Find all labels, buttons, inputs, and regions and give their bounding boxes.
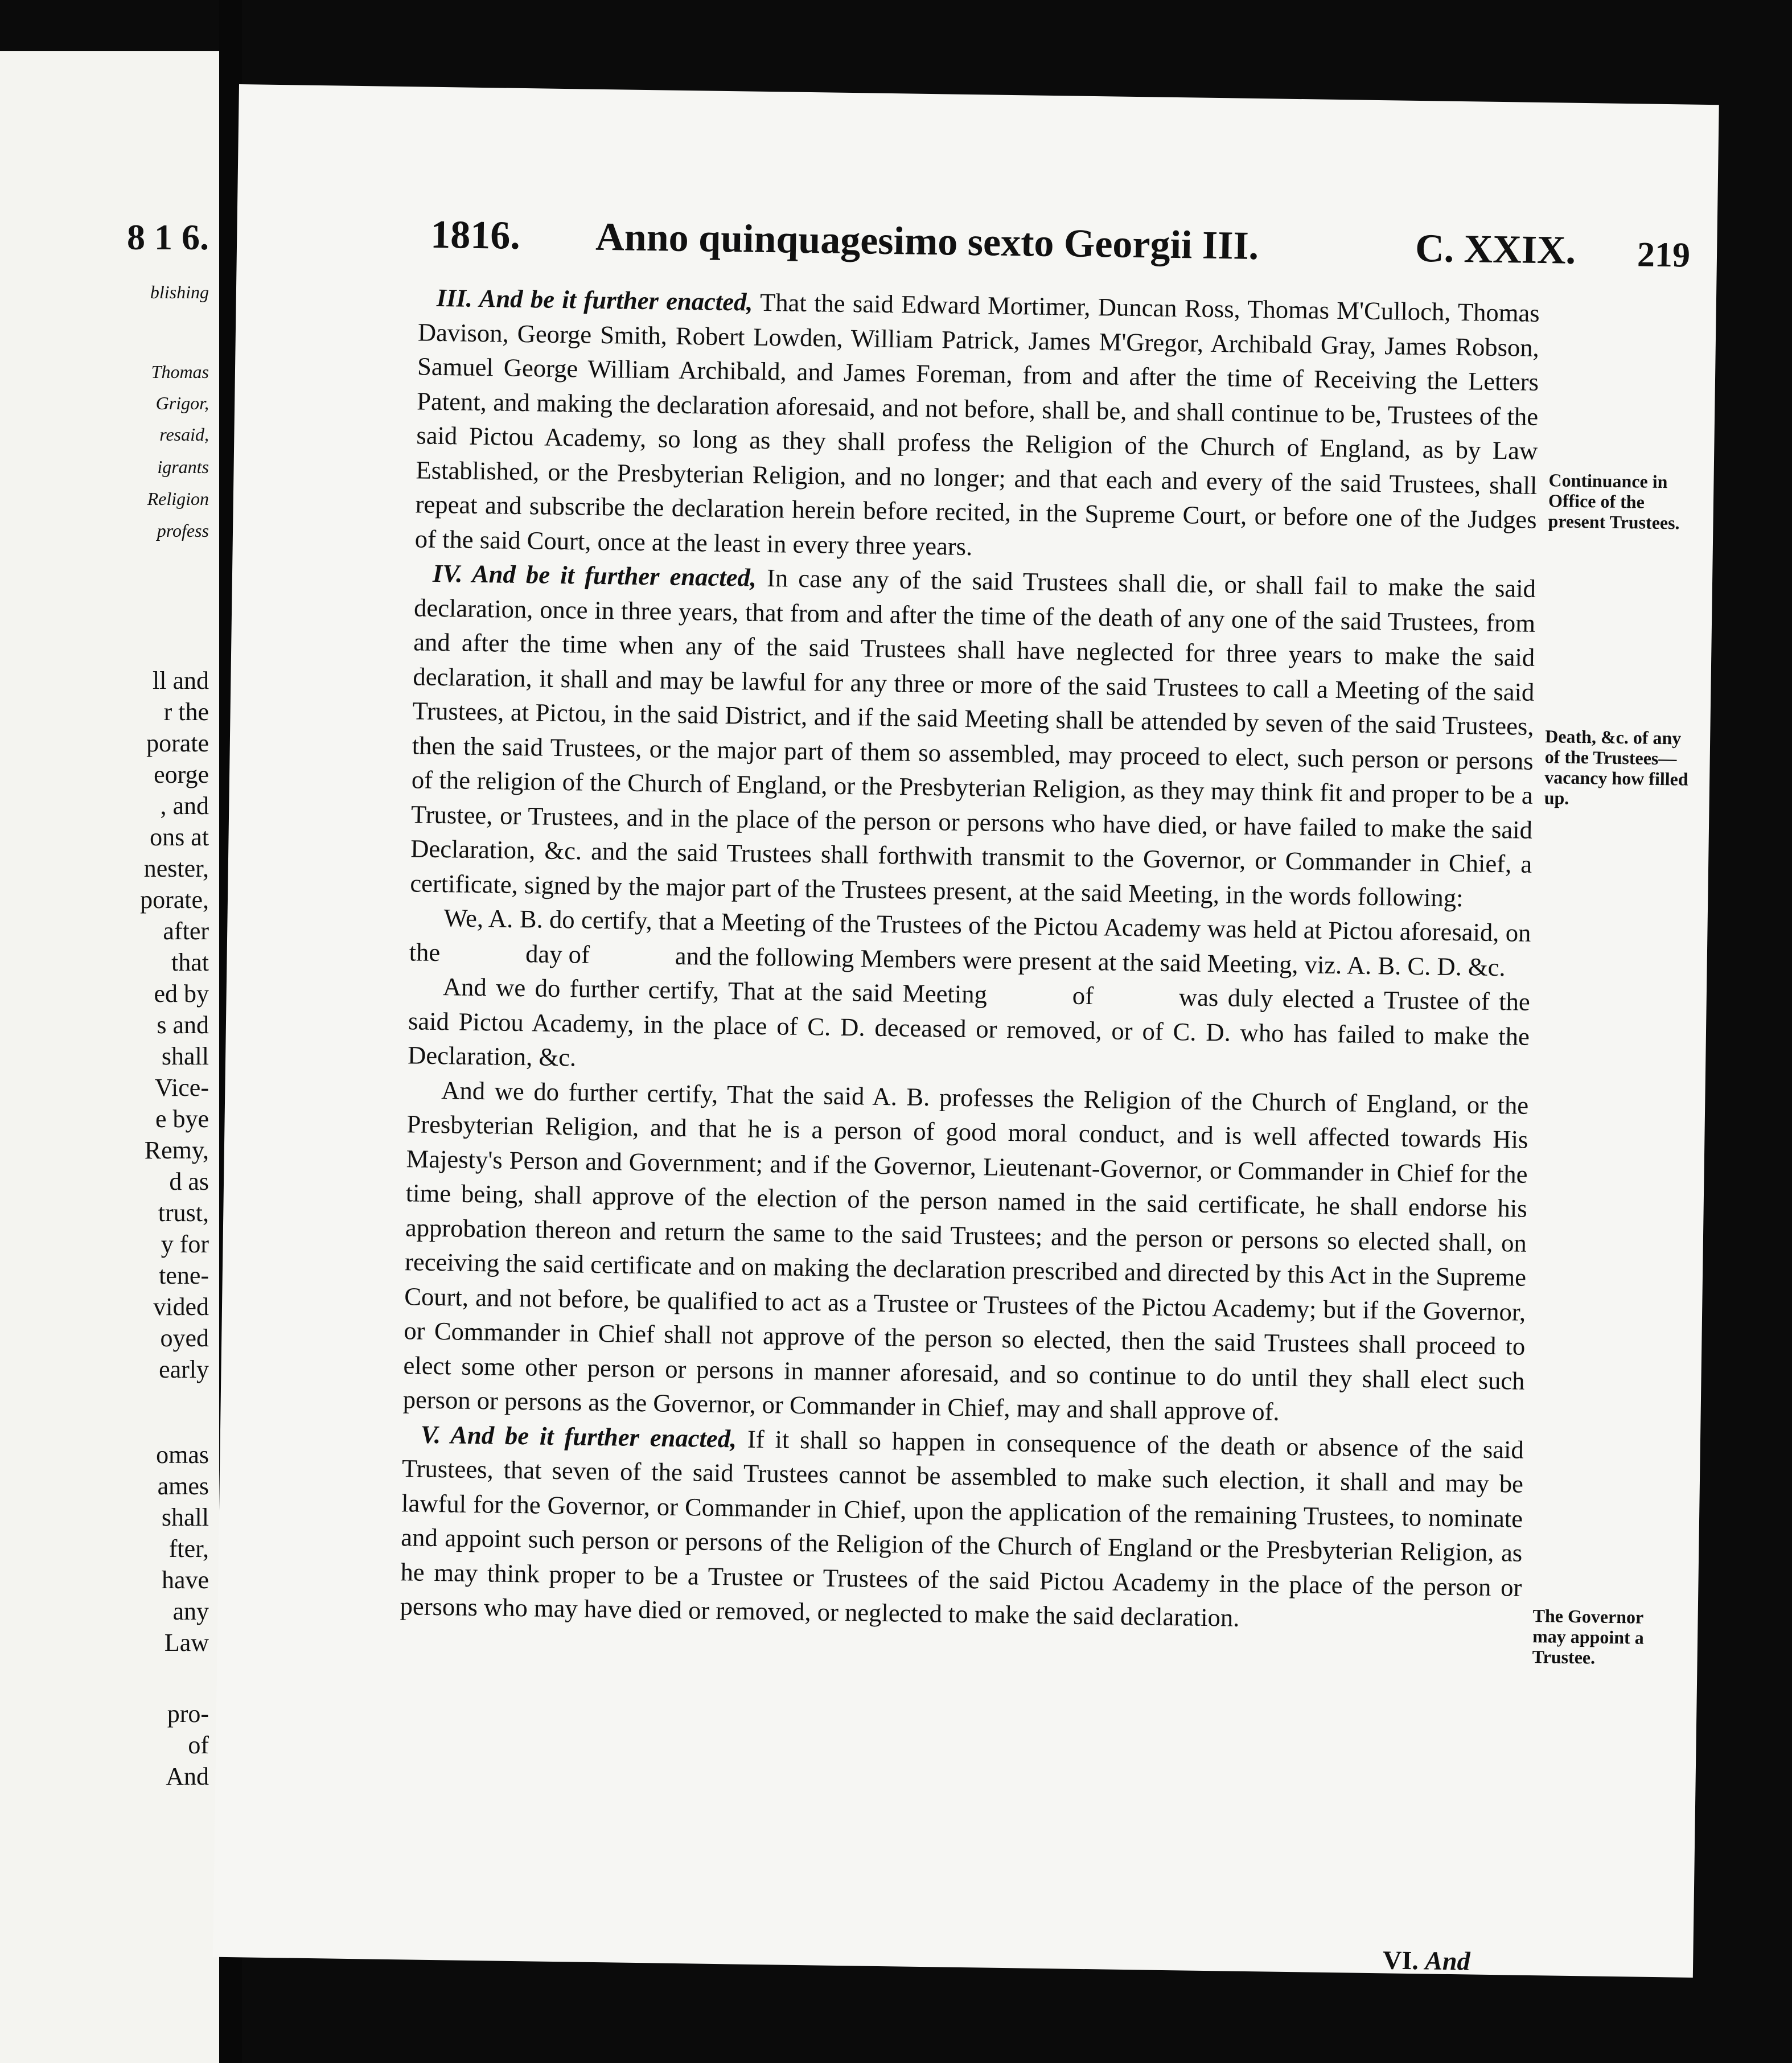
previous-page-fragment: any — [172, 1597, 209, 1625]
section-lead: V. And be it further enacted, — [420, 1420, 737, 1453]
previous-page-fragment: oyed — [160, 1324, 209, 1352]
catchword-italic: And — [1424, 1946, 1470, 1976]
previous-page-fragment: d as — [169, 1168, 209, 1195]
body-text — [400, 280, 1540, 1639]
previous-page-fragment: trust, — [158, 1199, 209, 1227]
form-blank — [590, 963, 675, 964]
page-number: 219 — [1637, 235, 1691, 275]
previous-page-fragment: eorge — [154, 761, 209, 788]
previous-page-fragment: , and — [160, 792, 209, 820]
form-text: We, A. B. do certify, that a Meeting of the Trustees of the Pictou Academy was held at Pictou aforesaid, on the — [409, 903, 1531, 967]
form-text: And we do further certify, That at the said Meeting — [442, 972, 988, 1009]
previous-page-fragment: nester, — [143, 854, 209, 882]
previous-page-fragment: porate — [146, 729, 209, 757]
previous-page-fragment: s and — [157, 1011, 209, 1039]
previous-page-fragment: resaid, — [159, 424, 209, 445]
previous-page-fragment: profess — [157, 520, 209, 541]
previous-page-fragment: omas — [156, 1441, 209, 1469]
catchword — [1383, 1945, 1470, 1976]
previous-page-fragment: Thomas — [151, 361, 209, 382]
form-blank — [987, 1002, 1072, 1004]
previous-page-fragment: that — [171, 948, 209, 976]
form-text: and the following Members were present at the said Meeting, viz. A. B. C. D. &c. — [675, 941, 1506, 981]
previous-page-fragment: blishing — [150, 282, 209, 302]
certificate-form-religion — [402, 1072, 1528, 1432]
chapter-number: C. XXIX. — [1415, 226, 1576, 273]
previous-page-text — [0, 51, 219, 2063]
section-lead: IV. And be it further enacted, — [432, 558, 757, 592]
previous-page-fragment: igrants — [157, 457, 209, 477]
previous-page-fragment: e bye — [155, 1105, 209, 1133]
margin-note-continuance: Continuance in Office of the present Trustees. — [1548, 470, 1680, 533]
form-blank — [1094, 1004, 1179, 1005]
form-text: was duly elected a Trustee of the said Pictou Academy, in the place of C. D. deceased or removed, or of C. D. who has failed to make the Declaration, &c. — [407, 983, 1531, 1072]
previous-page-fragment: shall — [161, 1042, 209, 1070]
previous-page-fragment: y for — [161, 1230, 209, 1258]
previous-page-fragment: Law — [164, 1629, 209, 1657]
previous-page-fragment: ll and — [153, 667, 209, 694]
section-iii — [414, 280, 1540, 571]
form-text: And we do further certify, That the said A. B. professes the Religion of the Church of England, or the Presbyterian Religion, and that he is a person of good moral conduct, and is well affected towards His Majesty's Person and Government; and if the Governor, Lieutenant-Governor, or Commander in Chief for the time being, shall approve of the election of the person named in the said certificate, he shall endorse his approbation thereon and return the same to the said Trustees; and the person or persons so elected shall, on receiving the said certificate and on making the declaration prescribed and directed by this Act in the Supreme Court, and not before, be qualified to act as a Trustee or Trustees of the Pictou Academy; but if the Governor, or Commander in Chief shall not approve of the person so elected, then the said Trustees shall proceed to elect some other person or persons in manner aforesaid, and so continue to do until they shall elect such person or persons as the Governor, or Commander in Chief, may and shall approve of. — [402, 1075, 1529, 1426]
previous-page-fragment: of — [188, 1731, 209, 1759]
previous-page-fragment: porate, — [140, 886, 209, 914]
previous-page-fragment: fter, — [168, 1535, 209, 1563]
previous-page-fragment: ames — [157, 1472, 209, 1500]
section-lead: III. And be it further enacted, — [436, 283, 753, 317]
form-text: day of — [525, 939, 590, 969]
previous-page-fragment: Remy, — [144, 1136, 209, 1164]
form-blank — [440, 961, 525, 962]
previous-page-fragment: pro- — [167, 1700, 209, 1728]
section-text: That the said Edward Mortimer, Duncan Ross, Thomas M'Culloch, Thomas Davison, George Smith, Robert Lowden, William Patrick, James M'Gregor, Archibald Gray, James Robson, Samuel George William Archibald, and James Foreman, from and after the time of Receiving the Letters Patent, and making the declaration aforesaid, and not before, shall be, and shall continue to be, Trustees of the said Pictou Academy, so long as they shall profess the Religion of the Church of England, as by Law Established, or the Presbyterian Religion, and no longer; and that each and every of the said Trustees, shall repeat and subscribe the declaration herein before recited, in the Supreme Court, or before one of the Judges of the said Court, once at the least in every three years. — [414, 287, 1540, 561]
certificate-form-election — [408, 969, 1530, 1088]
margin-note-governor: The Governor may appoint a Trustee. — [1532, 1605, 1644, 1668]
running-header — [430, 212, 1700, 293]
previous-page-fragment: after — [163, 917, 209, 945]
header-title: Anno quinquagesimo sexto Georgii III. — [595, 215, 1259, 269]
section-iv — [410, 556, 1536, 915]
previous-page-fragment: r the — [163, 698, 209, 726]
previous-page-fragment: ons at — [150, 823, 209, 851]
header-year: 1816. — [430, 212, 521, 258]
margin-note-death-vacancy: Death, &c. of any of the Trustees—vacancy how filled up. — [1544, 726, 1688, 808]
previous-page-fragment: tene- — [159, 1261, 209, 1289]
catchword-roman: VI. — [1382, 1945, 1419, 1975]
previous-page-fragment: shall — [161, 1503, 209, 1531]
previous-page-fragment: 8 1 6. — [127, 217, 209, 257]
previous-page-fragment: have — [161, 1566, 209, 1594]
previous-page-fragment: Religion — [147, 488, 209, 509]
previous-page-fragment: ed by — [154, 980, 209, 1008]
previous-page-fragment: Vice- — [154, 1074, 209, 1102]
section-text: If it shall so happen in consequence of the death or absence of the said Trustees, that seven of the said Trustees cannot be assembled to make such election, it shall and may be lawful for the Governor, or Commander in Chief, upon the application of the remaining Trustees, to nominate and appoint such person or persons of the Religion of the Church of England or the Presbyterian Religion, as he may think proper to be a Trustee or Trustees of the said Pictou Academy in the place of the person or persons who may have died or removed, or neglected to make the said declaration. — [400, 1424, 1524, 1632]
previous-page-fragment: And — [166, 1762, 209, 1790]
section-v — [400, 1417, 1524, 1639]
form-text: of — [1072, 981, 1094, 1010]
previous-page-fragment: Grigor, — [155, 393, 209, 413]
section-text: In case any of the said Trustees shall die, or shall fail to make the said declaration, once in three years, that from and after the time of the death of any one of the said Trustees, from and after the time when any of the said Trustees shall have neglected for three years to make the said declaration, it shall and may be lawful for any three or more of the said Trustees to call a Meeting of the said Trustees, at Pictou, in the said District, and if the said Meeting shall be attended by seven of the said Trustees, then the said Trustees, or the major part of them so assembled, may proceed to elect, such person or persons of the religion of the Church of England, or the Presbyterian Religion, as they may think fit and proper to be a Trustee, or Trustees, and in the place of the person or persons who have died, or have failed to make the said Declaration, &c. and the said Trustees shall forthwith transmit to the Governor, or Commander in Chief, a certificate, signed by the major part of the Trustees present, at the said Meeting, in the words following: — [410, 563, 1536, 912]
document-page — [213, 84, 1719, 1978]
previous-page-edge — [0, 51, 219, 2063]
previous-page-fragment: vided — [153, 1293, 209, 1321]
previous-page-fragment: early — [159, 1355, 209, 1383]
